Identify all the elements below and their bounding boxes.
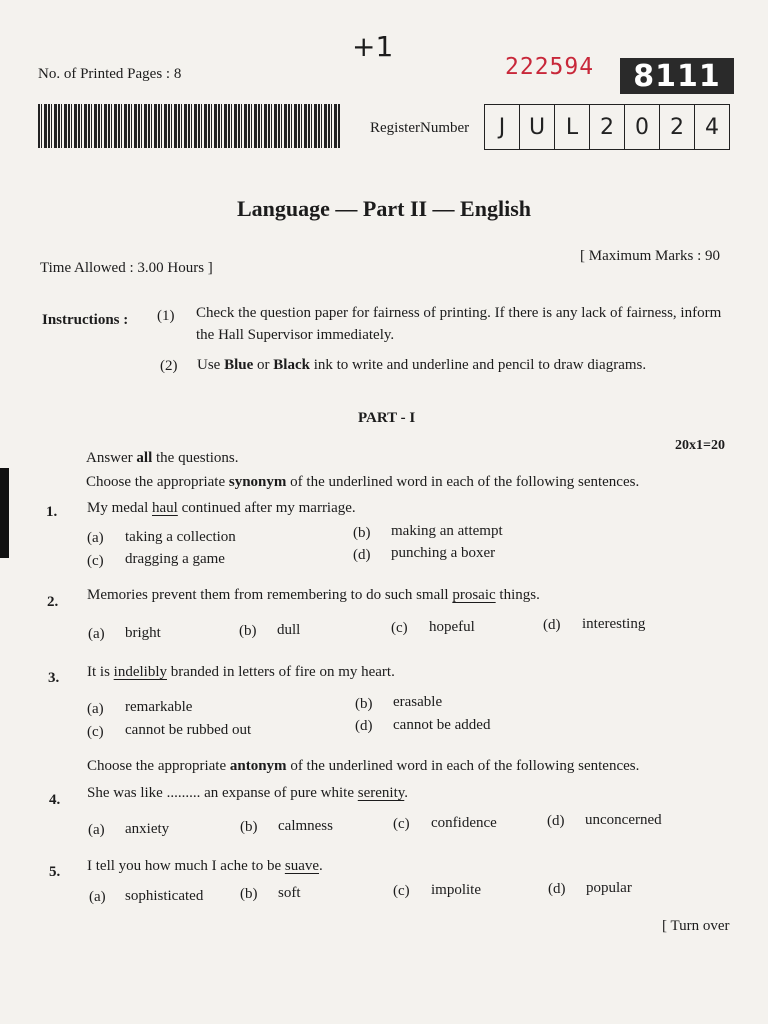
option-text: unconcerned bbox=[585, 812, 662, 828]
text-segment: the questions. bbox=[152, 450, 239, 466]
option-label: (b) bbox=[355, 696, 373, 712]
antonym-instruction bbox=[87, 758, 639, 775]
maximum-marks: [ Maximum Marks : 90 bbox=[580, 248, 720, 264]
option-text: impolite bbox=[431, 882, 481, 898]
instructions-label: Instructions : bbox=[42, 312, 129, 328]
underlined-word: prosaic bbox=[452, 587, 496, 603]
text-segment: Answer bbox=[86, 450, 137, 466]
option-label: (b) bbox=[240, 886, 258, 902]
page-edge-shadow bbox=[0, 468, 9, 558]
paper-code-badge: 8111 bbox=[620, 58, 734, 94]
text-segment: It is bbox=[87, 664, 114, 680]
option-label: (b) bbox=[239, 623, 257, 639]
synonym-instruction bbox=[86, 474, 639, 491]
text-segment: things. bbox=[495, 587, 540, 603]
text-segment: Choose the appropriate bbox=[87, 758, 230, 774]
option-text: sophisticated bbox=[125, 888, 204, 904]
text-segment: of the underlined word in each of the following sentences. bbox=[286, 758, 640, 774]
option-label: (d) bbox=[547, 813, 565, 829]
option-text: confidence bbox=[431, 815, 497, 831]
text-segment: continued after my marriage. bbox=[177, 500, 356, 516]
text-segment: . bbox=[404, 785, 409, 801]
instruction-text bbox=[197, 354, 737, 376]
option-text: bright bbox=[125, 625, 161, 641]
option-label: (c) bbox=[393, 816, 410, 832]
option-label: (d) bbox=[353, 547, 371, 563]
option-text: taking a collection bbox=[125, 529, 236, 545]
time-allowed: Time Allowed : 3.00 Hours ] bbox=[40, 260, 213, 276]
register-cell: 2 bbox=[590, 105, 625, 149]
option-label: (b) bbox=[240, 819, 258, 835]
instruction-number: (2) bbox=[160, 358, 178, 374]
bold-word: Blue bbox=[224, 357, 254, 373]
answer-all-instruction bbox=[86, 450, 239, 467]
text-segment: . bbox=[319, 858, 323, 874]
option-text: soft bbox=[278, 885, 301, 901]
option-text: calmness bbox=[278, 818, 333, 834]
question-number: 5. bbox=[49, 864, 61, 880]
option-label: (d) bbox=[355, 718, 373, 734]
bold-word: antonym bbox=[229, 758, 287, 774]
option-label: (b) bbox=[353, 525, 371, 541]
option-text: interesting bbox=[582, 616, 646, 632]
register-cell: U bbox=[520, 105, 555, 149]
handwritten-mark: +1 bbox=[352, 30, 394, 63]
text-segment: Memories prevent them from remembering to do such small bbox=[87, 587, 453, 603]
instruction-number: (1) bbox=[157, 308, 175, 324]
option-label: (c) bbox=[391, 620, 408, 636]
underlined-word: indelibly bbox=[113, 664, 167, 680]
text-segment: or bbox=[253, 357, 274, 373]
register-cell: J bbox=[485, 105, 520, 149]
question-text bbox=[87, 587, 540, 604]
underlined-word: serenity bbox=[357, 785, 405, 801]
text-segment: Use bbox=[197, 357, 225, 373]
register-cell: 4 bbox=[705, 114, 719, 140]
question-number: 2. bbox=[47, 594, 59, 610]
barcode bbox=[38, 104, 340, 148]
text-segment: My medal bbox=[87, 500, 152, 516]
bold-word: synonym bbox=[228, 474, 287, 490]
option-label: (c) bbox=[393, 883, 410, 899]
option-text: anxiety bbox=[125, 821, 170, 837]
text-segment: I tell you how much I ache to be bbox=[87, 858, 285, 874]
option-text: dragging a game bbox=[125, 551, 225, 567]
option-text: cannot be rubbed out bbox=[125, 722, 252, 738]
serial-number-stamp: 222594 bbox=[505, 54, 595, 80]
question-text bbox=[87, 785, 408, 802]
printed-pages-note: No. of Printed Pages : 8 bbox=[38, 66, 182, 82]
register-number-label: RegisterNumber bbox=[370, 120, 470, 136]
option-label: (c) bbox=[87, 553, 104, 569]
option-text: popular bbox=[586, 880, 632, 896]
text-segment: ink to write and underline and pencil to draw diagrams. bbox=[309, 357, 647, 373]
register-cell: 0 bbox=[625, 105, 660, 149]
part-heading: PART - I bbox=[358, 410, 416, 426]
question-number: 1. bbox=[46, 504, 58, 520]
question-text bbox=[87, 500, 356, 517]
register-number-grid bbox=[484, 104, 730, 150]
option-text: dull bbox=[277, 622, 301, 638]
text-segment: Choose the appropriate bbox=[86, 474, 229, 490]
option-text: cannot be added bbox=[393, 717, 491, 733]
option-text: making an attempt bbox=[391, 523, 503, 539]
question-number: 3. bbox=[48, 670, 60, 686]
section-score: 20x1=20 bbox=[675, 438, 725, 453]
option-text: hopeful bbox=[429, 619, 475, 635]
register-cell: L bbox=[555, 105, 590, 149]
option-label: (a) bbox=[89, 889, 106, 905]
option-label: (a) bbox=[87, 530, 104, 546]
paper-title: Language — Part II — English bbox=[237, 196, 531, 221]
underlined-word: suave bbox=[284, 858, 320, 874]
text-segment: She was like ......... an expanse of pure white bbox=[87, 785, 358, 801]
underlined-word: haul bbox=[152, 500, 178, 516]
register-cell: 2 bbox=[660, 105, 695, 149]
option-text: erasable bbox=[393, 694, 443, 710]
text-segment: of the underlined word in each of the following sentences. bbox=[286, 474, 640, 490]
bold-word: Black bbox=[273, 357, 310, 373]
option-label: (d) bbox=[548, 881, 566, 897]
question-number: 4. bbox=[49, 792, 61, 808]
option-label: (a) bbox=[88, 822, 105, 838]
question-text bbox=[87, 664, 395, 681]
turn-over-note: [ Turn over bbox=[662, 918, 730, 934]
instruction-text: Check the question paper for fairness of printing. If there is any lack of fairness, inform the Hall Supervisor immediately. bbox=[196, 305, 722, 343]
option-text: remarkable bbox=[125, 699, 193, 715]
question-text bbox=[87, 858, 323, 875]
bold-word: all bbox=[136, 450, 153, 466]
option-label: (a) bbox=[88, 626, 105, 642]
option-text: punching a boxer bbox=[391, 545, 496, 561]
option-label: (d) bbox=[543, 617, 561, 633]
option-label: (c) bbox=[87, 724, 104, 740]
option-label: (a) bbox=[87, 701, 104, 717]
text-segment: branded in letters of fire on my heart. bbox=[167, 664, 395, 680]
